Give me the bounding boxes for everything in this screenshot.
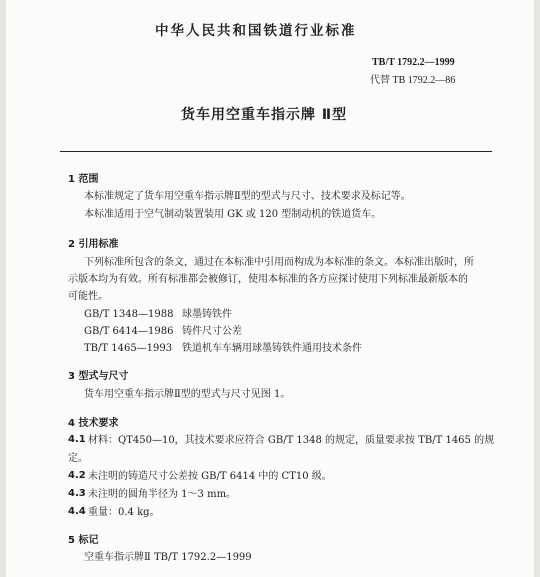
section-1-paragraph-1: 本标准规定了货车用空重车指示牌Ⅱ型的型式与尺寸、技术要求及标记等。 xyxy=(84,191,411,202)
clause-4-3-text: 未注明的圆角半径为 1～3 mm。 xyxy=(88,489,237,500)
reference-code: GB/T 1348—1988 xyxy=(84,309,174,320)
clause-4-3-number: 4.3 xyxy=(68,488,86,499)
document-title: 货车用空重车指示牌 Ⅱ型 xyxy=(181,107,348,123)
section-4-heading: 4 技术要求 xyxy=(68,418,119,429)
clause-4-1-line-2: 定。 xyxy=(68,453,88,464)
clause-4-4-number: 4.4 xyxy=(68,506,86,517)
section-5-marking: 空重车指示牌Ⅱ TB/T 1792.2—1999 xyxy=(84,552,252,563)
section-2-line-1: 下列标准所包含的条文，通过在本标准中引用而构成为本标准的条文。本标准出版时，所 xyxy=(84,257,474,268)
standard-code: TB/T 1792.2—1999 xyxy=(372,57,455,68)
section-2-line-3: 可能性。 xyxy=(68,291,108,302)
reference-item xyxy=(84,324,242,339)
section-5-heading: 5 标记 xyxy=(68,535,99,546)
clause-4-1-number: 4.1 xyxy=(68,434,86,445)
section-3-paragraph: 货车用空重车指示牌Ⅱ型的型式与尺寸见图 1。 xyxy=(84,389,291,400)
reference-item xyxy=(84,307,232,322)
clause-4-2-text: 未注明的铸造尺寸公差按 GB/T 6414 中的 CT10 级。 xyxy=(88,471,332,482)
clause-4-2-number: 4.2 xyxy=(68,470,86,481)
section-3-heading: 3 型式与尺寸 xyxy=(68,371,129,382)
section-2-line-2: 示版本均为有效。所有标准都会被修订，使用本标准的各方应探讨使用下列标准最新版本的 xyxy=(68,274,468,285)
title-divider xyxy=(60,151,492,152)
clause-4-4-text: 重量：0.4 kg。 xyxy=(88,507,160,518)
reference-name: 球墨铸铁件 xyxy=(182,309,232,320)
standard-header: 中华人民共和国铁道行业标准 xyxy=(155,23,357,39)
replaces-code: 代替 TB 1792.2—86 xyxy=(370,75,456,86)
reference-code: TB/T 1465—1993 xyxy=(84,343,173,354)
section-2-heading: 2 引用标准 xyxy=(68,239,119,250)
reference-item xyxy=(84,341,362,356)
reference-name: 铸件尺寸公差 xyxy=(182,326,242,337)
document-page xyxy=(6,0,534,577)
section-1-paragraph-2: 本标准适用于空气制动装置装用 GK 或 120 型制动机的铁道货车。 xyxy=(84,209,382,220)
reference-code: GB/T 6414—1986 xyxy=(84,326,174,337)
clause-4-1-line-1: 材料：QT450—10，其技术要求应符合 GB/T 1348 的规定，质量要求按 TB/T 1465 的规 xyxy=(88,435,495,446)
section-1-heading: 1 范围 xyxy=(68,174,99,185)
reference-name: 铁道机车车辆用球墨铸铁件通用技术条件 xyxy=(182,343,362,354)
